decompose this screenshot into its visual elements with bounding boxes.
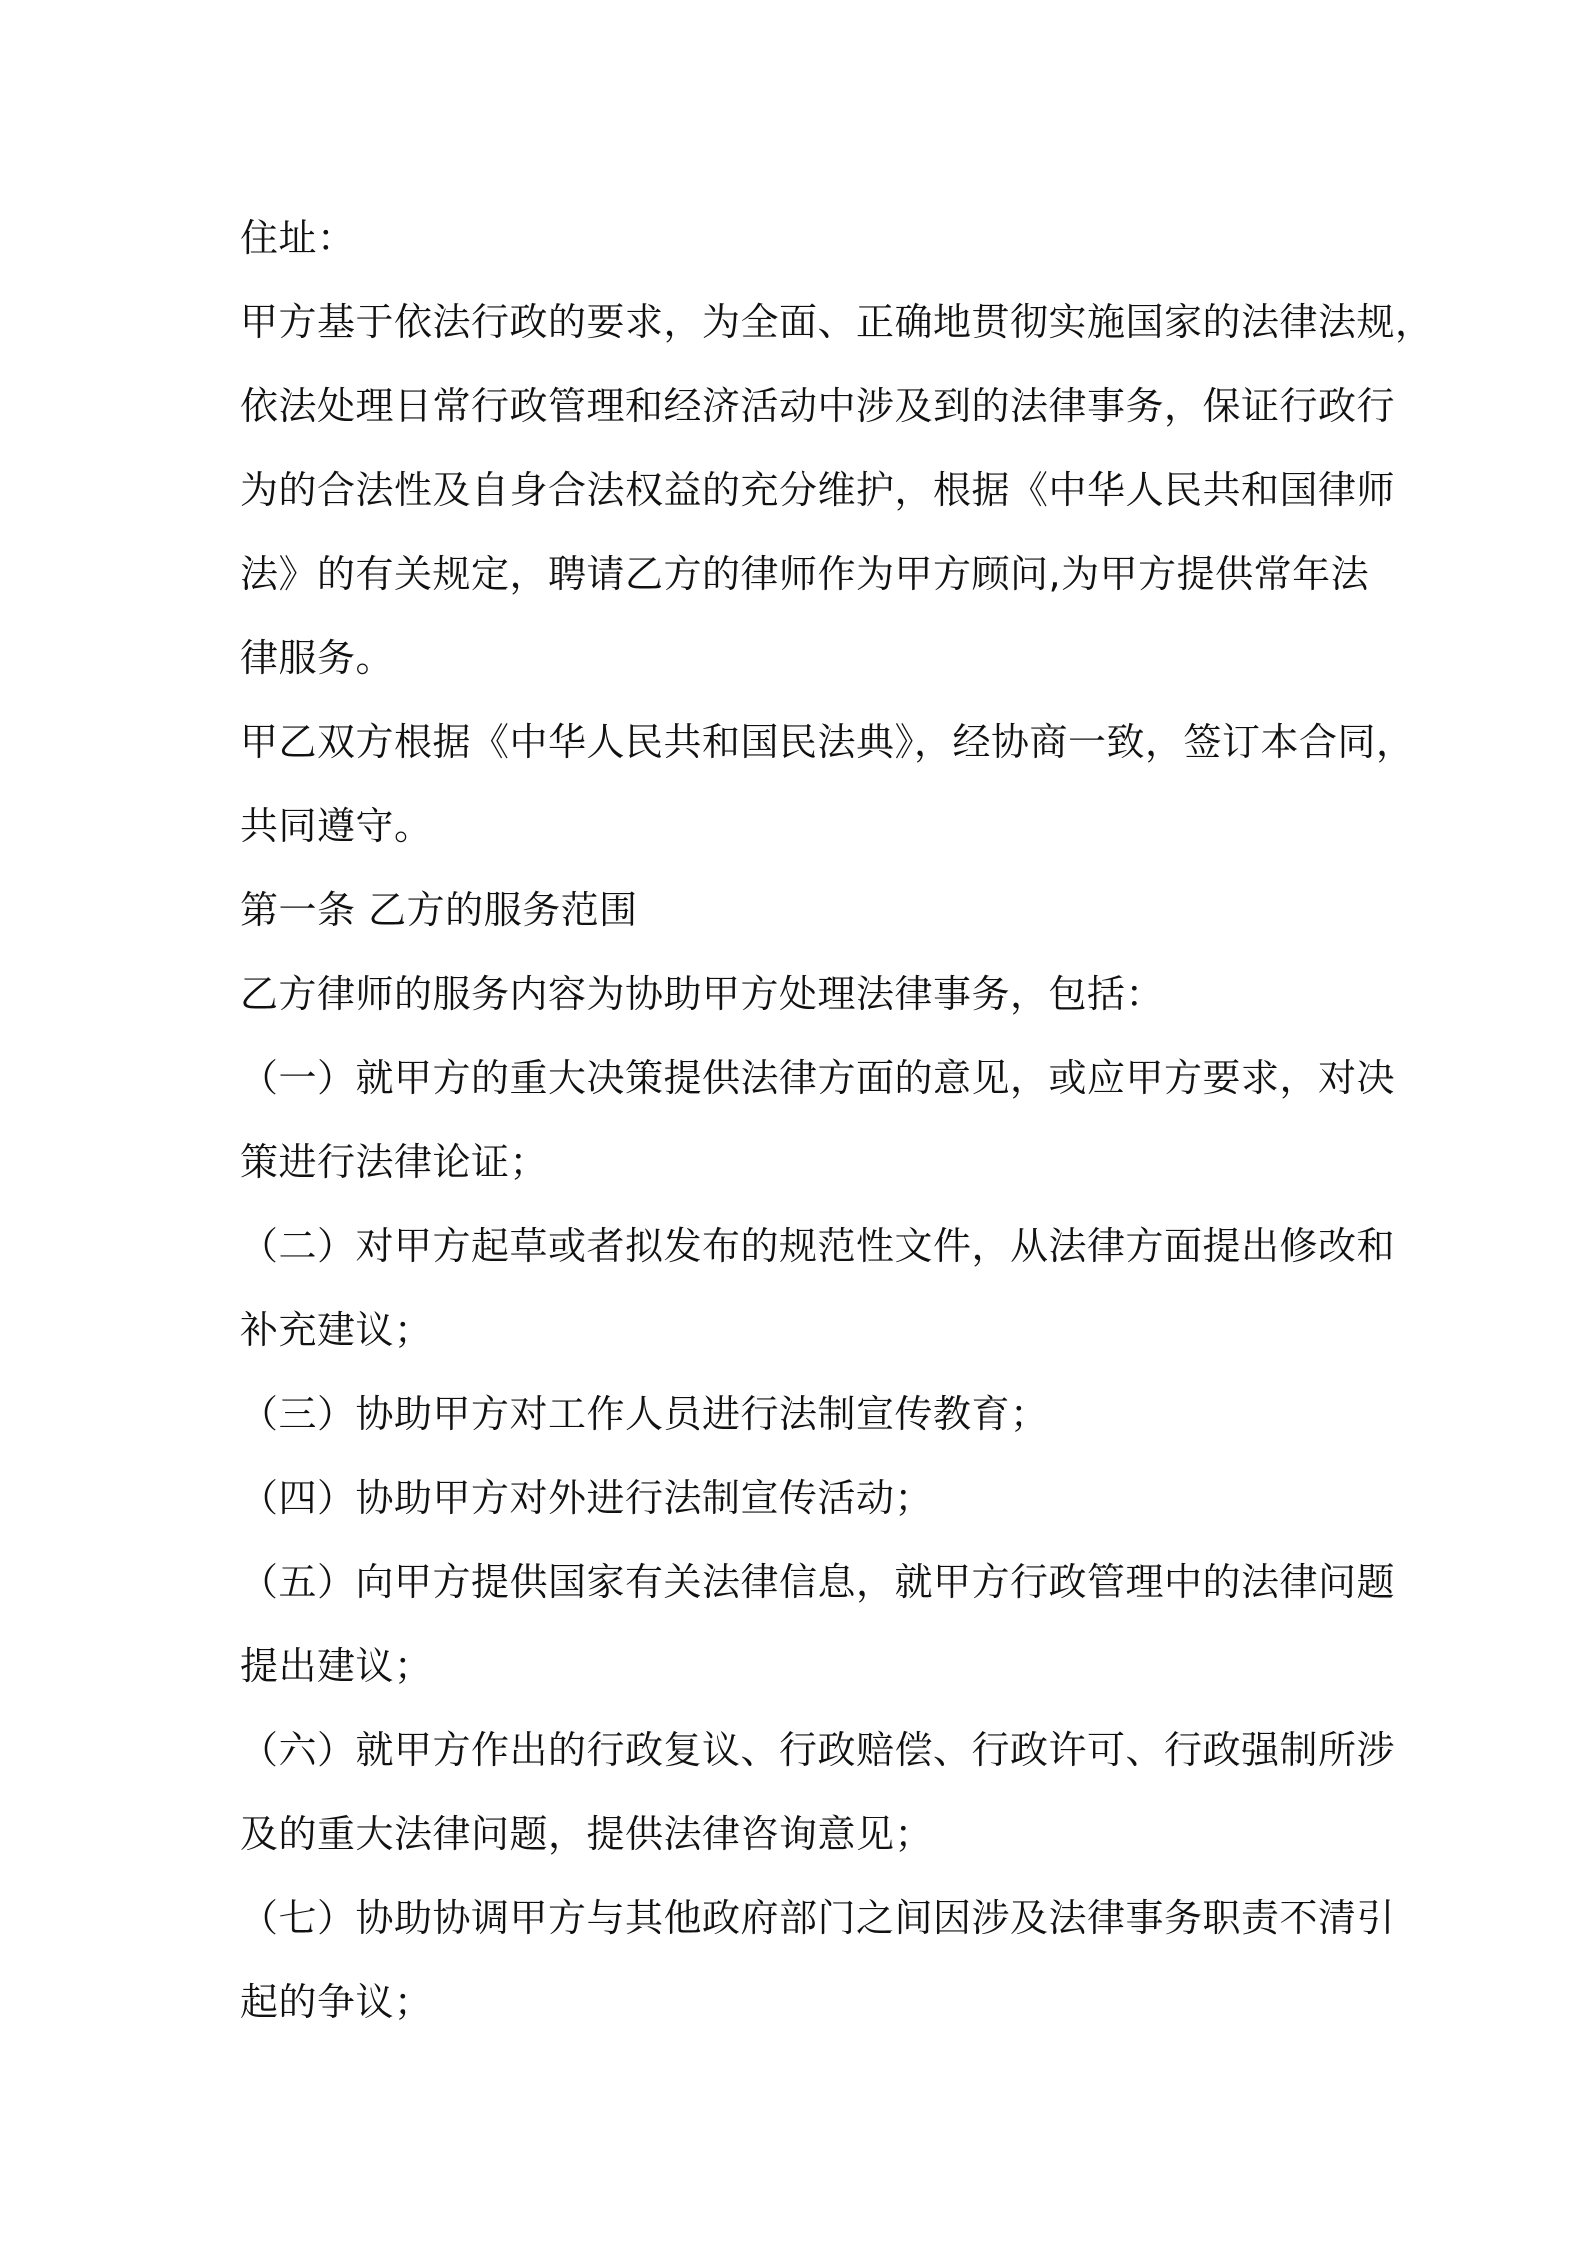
list-item-line: （四）协助甲方对外进行法制宣传活动； [240, 1476, 934, 1520]
paragraph-line: 乙方律师的服务内容为协助甲方处理法律事务，包括： [240, 972, 1165, 1016]
list-item-line: 策进行法律论证； [240, 1140, 549, 1184]
paragraph-line: 甲乙双方根据《中华人民共和国民法典》，经协商一致，签订本合同， [240, 720, 1415, 764]
list-item-line: 起的争议； [240, 1980, 433, 2024]
document-body [240, 196, 1434, 2044]
paragraph-line: 法》的有关规定，聘请乙方的律师作为甲方顾问,为甲方提供常年法 [240, 552, 1370, 596]
list-item-line: 补充建议； [240, 1308, 433, 1352]
paragraph-line: 甲方基于依法行政的要求，为全面、正确地贯彻实施国家的法律法规， [240, 300, 1434, 344]
list-item-line: （二）对甲方起草或者拟发布的规范性文件，从法律方面提出修改和 [240, 1224, 1396, 1268]
paragraph-line: 共同遵守。 [240, 804, 433, 848]
address-label: 住址： [240, 216, 356, 260]
list-item-line: （六）就甲方作出的行政复议、行政赔偿、行政许可、行政强制所涉 [240, 1728, 1396, 1772]
list-item-line: （七）协助协调甲方与其他政府部门之间因涉及法律事务职责不清引 [240, 1896, 1396, 1940]
paragraph-line: 为的合法性及自身合法权益的充分维护，根据《中华人民共和国律师 [240, 468, 1396, 512]
list-item-line: 提出建议； [240, 1644, 433, 1688]
paragraph-line: 依法处理日常行政管理和经济活动中涉及到的法律事务，保证行政行 [240, 384, 1396, 428]
list-item-line: （一）就甲方的重大决策提供法律方面的意见，或应甲方要求，对决 [240, 1056, 1396, 1100]
list-item-line: 及的重大法律问题，提供法律咨询意见； [240, 1812, 934, 1856]
list-item-line: （三）协助甲方对工作人员进行法制宣传教育； [240, 1392, 1049, 1436]
paragraph-line: 律服务。 [240, 636, 395, 680]
article-heading: 第一条 乙方的服务范围 [240, 888, 638, 932]
list-item-line: （五）向甲方提供国家有关法律信息，就甲方行政管理中的法律问题 [240, 1560, 1396, 1604]
